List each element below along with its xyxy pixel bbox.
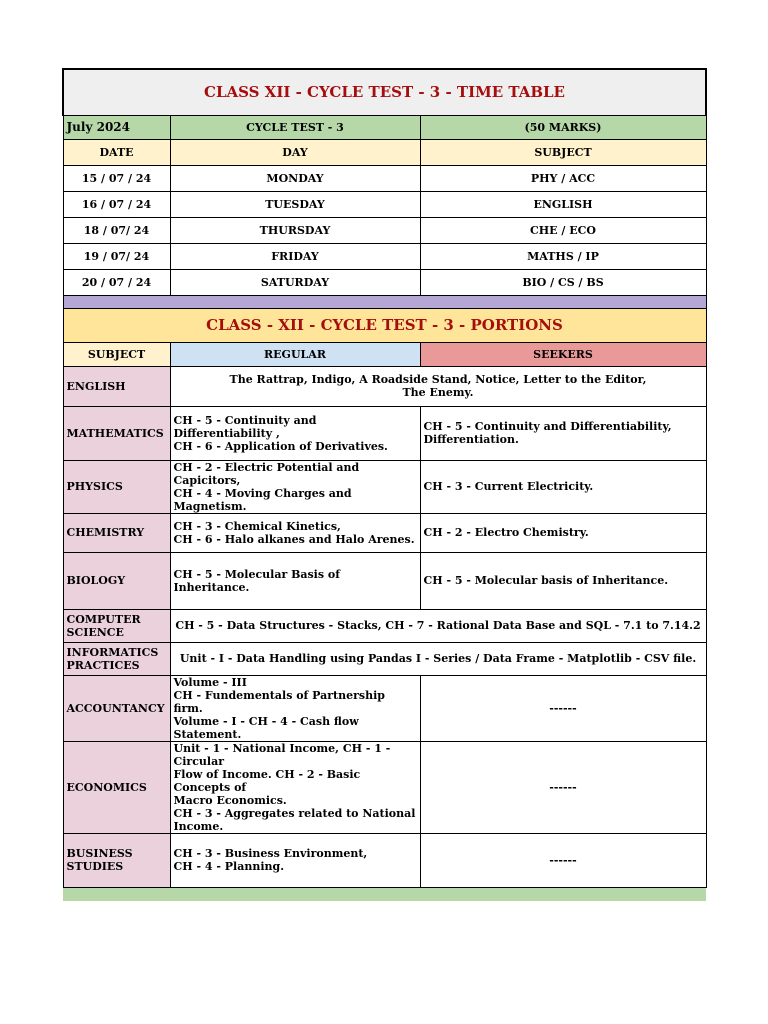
portion-line: CH - 2 - Electric Potential and Capicitors, [173, 460, 360, 487]
subject-name: PHYSICS [63, 460, 170, 513]
portion-line: CH - 5 - Continuity and Differentiability , [173, 413, 317, 440]
date-cell: 18 / 07/ 24 [63, 217, 170, 243]
regular-portion [170, 833, 420, 887]
date-cell: 20 / 07 / 24 [63, 269, 170, 295]
day-cell: MONDAY [170, 165, 420, 191]
computer-science-portion: CH - 5 - Data Structures - Stacks, CH - 7 - Rational Data Base and SQL - 7.1 to 7.14.2 [170, 609, 706, 642]
seekers-header: SEEKERS [420, 342, 706, 366]
table-row [63, 833, 706, 887]
test-name-cell: CYCLE TEST - 3 [170, 115, 420, 139]
portion-line: Volume - III [173, 675, 247, 689]
date-cell: 19 / 07/ 24 [63, 243, 170, 269]
seekers-portion: ------ [420, 833, 706, 887]
seekers-portion: CH - 3 - Current Electricity. [420, 460, 706, 513]
subject-name [63, 642, 170, 675]
portion-line: Volume - I - CH - 4 - Cash flow Statement. [173, 714, 359, 741]
subject-name: CHEMISTRY [63, 513, 170, 552]
date-cell: 16 / 07 / 24 [63, 191, 170, 217]
regular-portion [170, 460, 420, 513]
subject-line: COMPUTER [66, 612, 141, 626]
table-row [63, 269, 706, 295]
portion-line: CH - 3 - Chemical Kinetics, [173, 519, 341, 533]
subject-name: ACCOUNTANCY [63, 675, 170, 741]
timetable-title: CLASS XII - CYCLE TEST - 3 - TIME TABLE [63, 69, 706, 115]
date-cell: 15 / 07 / 24 [63, 165, 170, 191]
table-row [63, 165, 706, 191]
portion-line: CH - 6 - Application of Derivatives. [173, 439, 388, 453]
table-row [63, 513, 706, 552]
day-cell: TUESDAY [170, 191, 420, 217]
subject-line: SCIENCE [66, 625, 124, 639]
marks-cell: (50 MARKS) [420, 115, 706, 139]
regular-portion [170, 675, 420, 741]
seekers-portion: CH - 5 - Molecular basis of Inheritance. [420, 552, 706, 609]
portion-line: The Enemy. [402, 386, 474, 399]
table-row [63, 609, 706, 642]
english-portion [170, 366, 706, 406]
seekers-portion: ------ [420, 675, 706, 741]
table-row [63, 552, 706, 609]
subject-name: ECONOMICS [63, 741, 170, 833]
timetable-table [62, 68, 707, 901]
subject-name [63, 609, 170, 642]
subject-cell: PHY / ACC [420, 165, 706, 191]
informatics-portion: Unit - I - Data Handling using Pandas I - Series / Data Frame - Matplotlib - CSV file. [170, 642, 706, 675]
portion-line: Differentiation. [423, 433, 519, 446]
portion-line: CH - 5 - Continuity and Differentiability, [423, 420, 672, 433]
timetable-sheet [62, 68, 705, 901]
portion-line: The Rattrap, Indigo, A Roadside Stand, Notice, Letter to the Editor, [229, 373, 647, 386]
subject-line: PRACTICES [66, 658, 140, 672]
regular-portion [170, 513, 420, 552]
subject-cell: CHE / ECO [420, 217, 706, 243]
portion-line: CH - 6 - Halo alkanes and Halo Arenes. [173, 532, 415, 546]
subject-header: SUBJECT [420, 139, 706, 165]
table-row [63, 191, 706, 217]
portion-line: CH - 4 - Planning. [173, 860, 285, 873]
subject-line: BUSINESS [66, 847, 133, 860]
day-header: DAY [170, 139, 420, 165]
regular-portion: CH - 5 - Molecular Basis of Inheritance. [170, 552, 420, 609]
portion-line: Flow of Income. CH - 2 - Basic Concepts of [173, 767, 361, 794]
regular-portion [170, 741, 420, 833]
subject-name [63, 833, 170, 887]
portion-line: CH - 4 - Moving Charges and Magnetism. [173, 486, 352, 513]
subject-line: INFORMATICS [66, 645, 159, 659]
regular-header: REGULAR [170, 342, 420, 366]
subject-cell: MATHS / IP [420, 243, 706, 269]
table-row [63, 741, 706, 833]
date-header: DATE [63, 139, 170, 165]
portions-title: CLASS - XII - CYCLE TEST - 3 - PORTIONS [63, 308, 706, 342]
subject-name: ENGLISH [63, 366, 170, 406]
table-row [63, 406, 706, 460]
regular-portion [170, 406, 420, 460]
day-cell: SATURDAY [170, 269, 420, 295]
section-divider [63, 295, 706, 308]
seekers-portion [420, 406, 706, 460]
subject-cell: BIO / CS / BS [420, 269, 706, 295]
subject-cell: ENGLISH [420, 191, 706, 217]
portion-line: Unit - 1 - National Income, CH - 1 - Circular [173, 741, 391, 768]
table-row [63, 675, 706, 741]
month-cell: July 2024 [63, 115, 170, 139]
table-row [63, 460, 706, 513]
table-row [63, 243, 706, 269]
subject-name: MATHEMATICS [63, 406, 170, 460]
day-cell: THURSDAY [170, 217, 420, 243]
subject-line: STUDIES [66, 860, 124, 873]
table-row [63, 217, 706, 243]
table-row [63, 366, 706, 406]
portions-subject-header: SUBJECT [63, 342, 170, 366]
table-row [63, 642, 706, 675]
subject-name: BIOLOGY [63, 552, 170, 609]
portion-line: Income. [173, 819, 224, 833]
portion-line: CH - 3 - Aggregates related to National [173, 806, 416, 820]
portion-line: Macro Economics. [173, 793, 287, 807]
footer-band [63, 887, 706, 901]
day-cell: FRIDAY [170, 243, 420, 269]
seekers-portion: CH - 2 - Electro Chemistry. [420, 513, 706, 552]
seekers-portion: ------ [420, 741, 706, 833]
portion-line: CH - 3 - Business Environment, [173, 847, 368, 860]
portion-line: CH - Fundementals of Partnership firm. [173, 688, 385, 715]
